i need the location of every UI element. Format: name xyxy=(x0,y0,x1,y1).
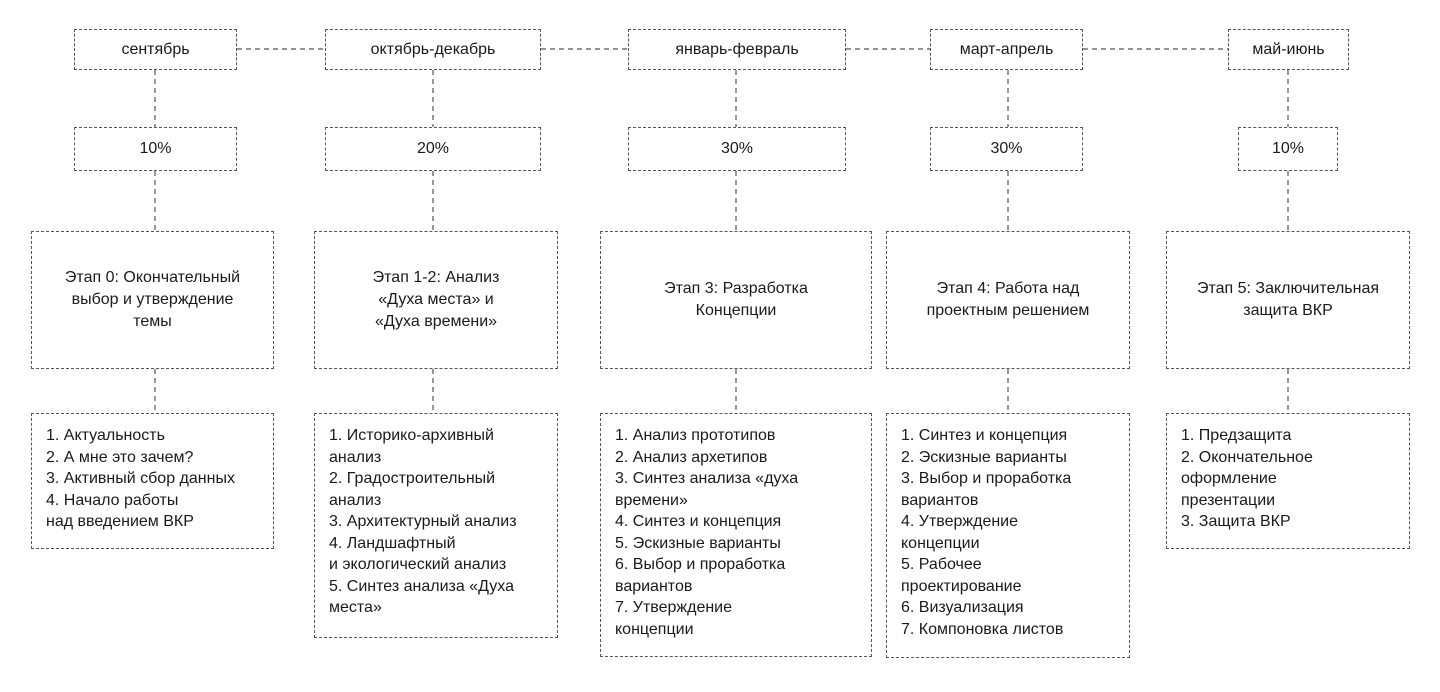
task-item: 4. Начало работы над введением ВКР xyxy=(46,491,194,530)
task-item: 5. Синтез анализа «Духа места» xyxy=(329,577,514,616)
tasks-box-stage-3 xyxy=(600,413,872,657)
month-box-may-june xyxy=(1228,29,1349,70)
task-item: 1. Синтез и концепция xyxy=(901,427,1068,444)
month-box-september xyxy=(74,29,237,70)
task-item: 3. Защита ВКР xyxy=(1181,513,1291,530)
task-item: 5. Рабочее проектирование xyxy=(901,556,1022,595)
task-item: 3. Выбор и проработка вариантов xyxy=(901,470,1072,509)
task-item: 2. А мне это зачем? xyxy=(46,448,194,466)
task-item: 2. Окончательное оформление презентации xyxy=(1181,448,1313,509)
percent-box-stage-0 xyxy=(74,127,237,171)
task-item: 4. Синтез и концепция xyxy=(615,513,782,530)
stage-box-5 xyxy=(1166,231,1410,369)
percent-box-stage-5 xyxy=(1238,127,1338,171)
stage-title: Этап 5: Заключительная защита ВКР xyxy=(1196,280,1380,319)
month-label: октябрь-декабрь xyxy=(370,40,496,58)
task-list xyxy=(1181,425,1409,533)
tasks-box-stage-5 xyxy=(1166,413,1410,549)
month-label: январь-февраль xyxy=(675,40,799,58)
stage-box-3 xyxy=(600,231,872,369)
stage-box-4 xyxy=(886,231,1130,369)
percent-box-stage-3 xyxy=(628,127,846,171)
month-box-october-december xyxy=(325,29,541,70)
month-label: сентябрь xyxy=(121,40,190,58)
stage-title: Этап 4: Работа над проектным решением xyxy=(926,280,1090,319)
stage-box-0 xyxy=(31,231,274,369)
task-item: 1. Актуальность xyxy=(46,427,165,444)
task-list xyxy=(46,425,273,533)
task-item: 3. Активный сбор данных xyxy=(46,470,235,487)
task-item: 4. Ландшафтный и экологический анализ xyxy=(329,534,507,573)
stage-title: Этап 3: Разработка Концепции xyxy=(664,280,808,319)
stage-title: Этап 0: Окончательный выбор и утверждение темы xyxy=(64,269,241,330)
tasks-box-stage-1-2 xyxy=(314,413,558,638)
task-item: 3. Архитектурный анализ xyxy=(329,513,517,530)
task-item: 1. Анализ прототипов xyxy=(615,427,776,444)
month-label: март-апрель xyxy=(959,40,1054,58)
percent-box-stage-4 xyxy=(930,127,1083,171)
task-item: 7. Утверждение концепции xyxy=(615,599,733,638)
task-item: 5. Эскизные варианты xyxy=(615,534,781,552)
month-label: май-июнь xyxy=(1252,40,1325,58)
stage-title: Этап 1-2: Анализ «Духа места» и «Духа времени» xyxy=(372,269,500,330)
month-box-january-february xyxy=(628,29,846,70)
percent-label: 10% xyxy=(1271,140,1305,157)
percent-label: 20% xyxy=(416,140,450,157)
task-item: 4. Утверждение концепции xyxy=(901,513,1019,552)
stage-box-1-2 xyxy=(314,231,558,369)
task-item: 3. Синтез анализа «духа времени» xyxy=(615,470,799,509)
task-item: 2. Градостроительный анализ xyxy=(329,470,496,509)
task-item: 1. Предзащита xyxy=(1181,427,1292,444)
task-list xyxy=(329,425,557,619)
percent-label: 10% xyxy=(139,140,172,157)
percent-box-stage-1-2 xyxy=(325,127,541,171)
task-list xyxy=(615,425,871,640)
task-item: 1. Историко-архивный анализ xyxy=(329,427,494,466)
percent-label: 30% xyxy=(990,140,1023,157)
task-list xyxy=(901,425,1129,640)
task-item: 2. Эскизные варианты xyxy=(901,448,1067,466)
task-item: 7. Компоновка листов xyxy=(901,620,1064,638)
percent-label: 30% xyxy=(720,140,754,157)
task-item: 2. Анализ архетипов xyxy=(615,448,768,466)
month-box-march-april xyxy=(930,29,1083,70)
task-item: 6. Выбор и проработка вариантов xyxy=(615,556,786,595)
tasks-box-stage-0 xyxy=(31,413,274,549)
tasks-box-stage-4 xyxy=(886,413,1130,658)
task-item: 6. Визуализация xyxy=(901,599,1024,616)
